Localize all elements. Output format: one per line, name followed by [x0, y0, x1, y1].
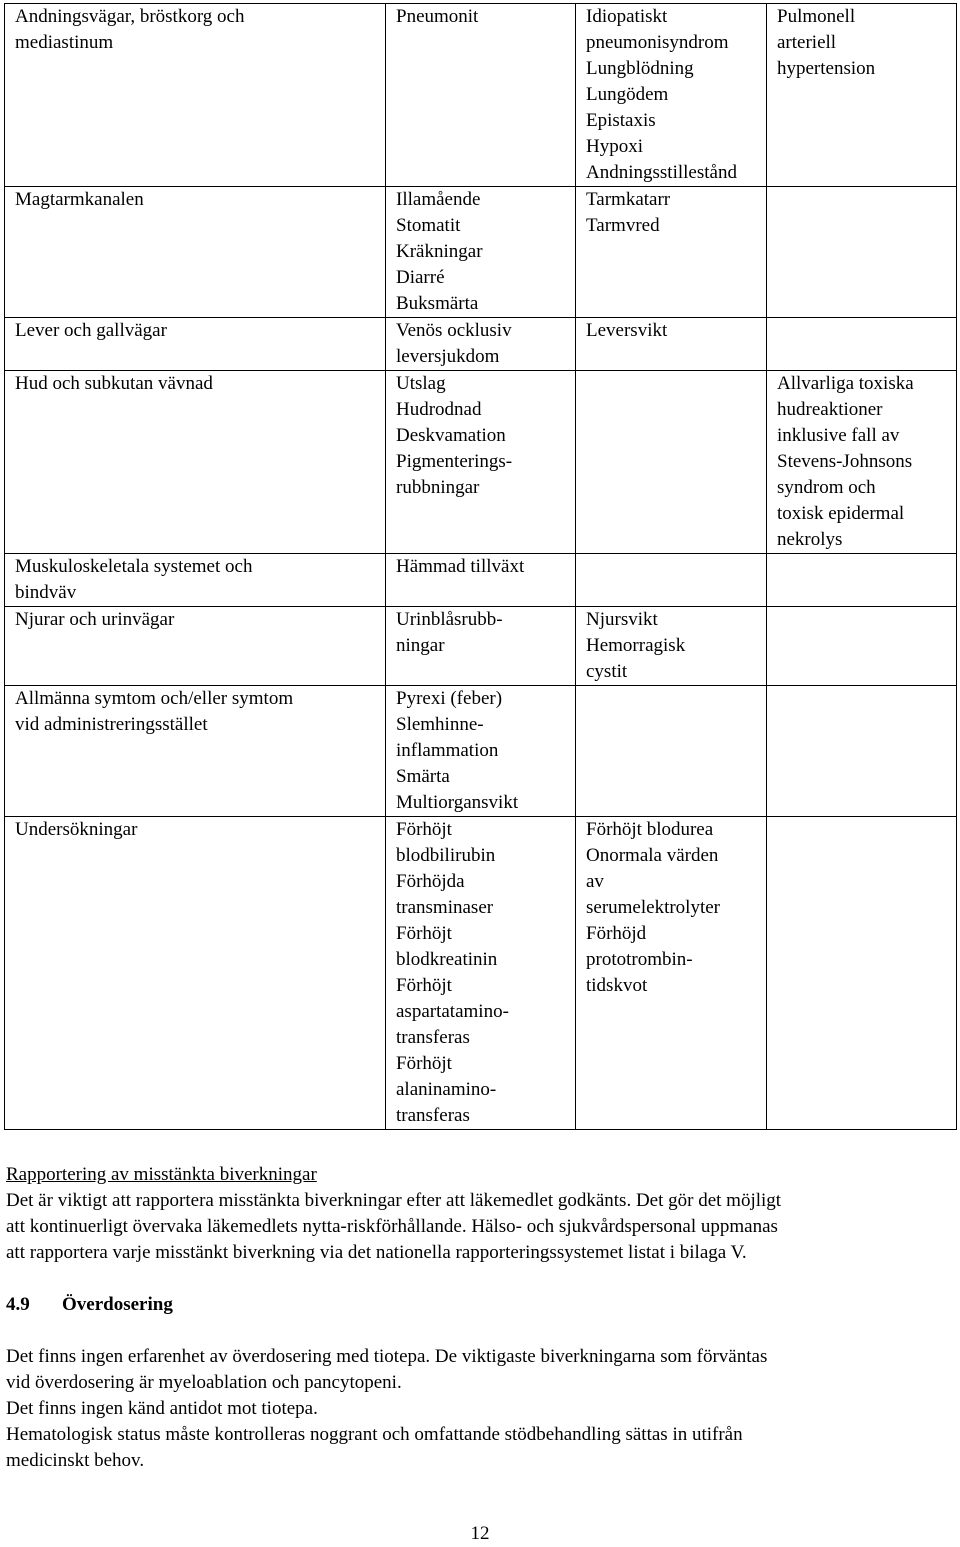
- cell-line: Utslag: [396, 373, 446, 394]
- cell-line: leversjukdom: [396, 346, 500, 367]
- page-number: 12: [470, 1523, 490, 1544]
- adverse-reactions-table: [4, 3, 957, 1130]
- cell-line: Leversvikt: [586, 320, 668, 341]
- frequency-col-3-cell: [767, 817, 957, 1130]
- report-line: att rapportera varje misstänkt biverkning via det nationella rapporteringssystemet listat i bilaga V.: [6, 1242, 747, 1263]
- report-line: att kontinuerligt övervaka läkemedlets nytta-riskförhållande. Hälso- och sjukvårdspersonal uppmanas: [6, 1216, 778, 1237]
- cell-line: Njursvikt: [586, 609, 658, 630]
- cell-line: pneumonisyndrom: [586, 32, 729, 53]
- cell-line: Tarmkatarr: [586, 189, 671, 210]
- cell-line: Pyrexi (feber): [396, 688, 503, 709]
- cell-line: av: [586, 871, 604, 892]
- cell-line: Idiopatiskt: [586, 6, 668, 27]
- cell-line: Pulmonell: [777, 6, 856, 27]
- cell-line: Muskuloskeletala systemet och: [15, 556, 253, 577]
- table-body: [5, 4, 957, 1130]
- cell-line: rubbningar: [396, 477, 480, 498]
- cell-line: Diarré: [396, 267, 445, 288]
- cell-line: Förhöjt blodurea: [586, 819, 714, 840]
- section-heading: [6, 1292, 954, 1318]
- report-heading: Rapportering av misstänkta biverkningar: [6, 1164, 317, 1185]
- antidote-line: Det finns ingen känd antidot mot tiotepa.: [6, 1398, 318, 1419]
- cell-line: Hemorragisk: [586, 635, 686, 656]
- frequency-col-2-cell: [576, 607, 767, 686]
- table-row: [5, 607, 957, 686]
- cell-line: toxisk epidermal: [777, 503, 905, 524]
- cell-line: Deskvamation: [396, 425, 506, 446]
- section-number: 4.9: [6, 1294, 30, 1315]
- cell-line: hypertension: [777, 58, 876, 79]
- cell-line: transminaser: [396, 897, 494, 918]
- frequency-col-2-cell: [576, 371, 767, 554]
- frequency-col-2-cell: [576, 554, 767, 607]
- frequency-col-1-cell: [386, 817, 576, 1130]
- frequency-col-2-cell: [576, 686, 767, 817]
- cell-line: vid administreringsstället: [15, 714, 208, 735]
- cell-line: Buksmärta: [396, 293, 479, 314]
- table-row: [5, 686, 957, 817]
- frequency-col-3-cell: [767, 318, 957, 371]
- frequency-col-2-cell: [576, 817, 767, 1130]
- cell-line: Förhöjt: [396, 819, 452, 840]
- frequency-col-1-cell: [386, 607, 576, 686]
- cell-line: Slemhinne-: [396, 714, 484, 735]
- cell-line: aspartatamino-: [396, 1001, 509, 1022]
- frequency-col-1-cell: [386, 4, 576, 187]
- text-section: [6, 1162, 954, 1474]
- table-row: [5, 4, 957, 187]
- cell-line: Multiorgansvikt: [396, 792, 519, 813]
- cell-line: Andningsstillestånd: [586, 162, 737, 183]
- cell-line: Illamående: [396, 189, 481, 210]
- cell-line: Andningsvägar, bröstkorg och: [15, 6, 245, 27]
- cell-line: transferas: [396, 1027, 470, 1048]
- cell-line: nekrolys: [777, 529, 843, 550]
- cell-line: Lungblödning: [586, 58, 694, 79]
- overdose-line: vid överdosering är myeloablation och pancytopeni.: [6, 1372, 402, 1393]
- table-row: [5, 371, 957, 554]
- cell-line: Stevens-Johnsons: [777, 451, 913, 472]
- cell-line: Onormala värden: [586, 845, 719, 866]
- frequency-col-3-cell: [767, 554, 957, 607]
- cell-line: Magtarmkanalen: [15, 189, 144, 210]
- table-row: [5, 187, 957, 318]
- cell-line: transferas: [396, 1105, 470, 1126]
- cell-line: mediastinum: [15, 32, 114, 53]
- frequency-col-3-cell: [767, 686, 957, 817]
- cell-line: tidskvot: [586, 975, 648, 996]
- table-row: [5, 817, 957, 1130]
- cell-line: Smärta: [396, 766, 450, 787]
- organ-class-cell: [5, 4, 386, 187]
- frequency-col-1-cell: [386, 686, 576, 817]
- overdose-line: Det finns ingen erfarenhet av överdosering med tiotepa. De viktigaste biverkningarna som förväntas: [6, 1346, 768, 1367]
- cell-line: Lungödem: [586, 84, 669, 105]
- report-line: Det är viktigt att rapportera misstänkta biverkningar efter att läkemedlet godkänts. Det gör det möjligt: [6, 1190, 782, 1211]
- cell-line: Njurar och urinvägar: [15, 609, 175, 630]
- frequency-col-1-cell: [386, 187, 576, 318]
- cell-line: serumelektrolyter: [586, 897, 721, 918]
- section-title: Överdosering: [62, 1294, 173, 1315]
- hematology-line: Hematologisk status måste kontrolleras noggrant och omfattande stödbehandling sättas in utifrån: [6, 1424, 743, 1445]
- cell-line: cystit: [586, 661, 628, 682]
- organ-class-cell: [5, 686, 386, 817]
- cell-line: Allmänna symtom och/eller symtom: [15, 688, 294, 709]
- cell-line: Lever och gallvägar: [15, 320, 167, 341]
- cell-line: bindväv: [15, 582, 77, 603]
- cell-line: blodbilirubin: [396, 845, 496, 866]
- frequency-col-3-cell: [767, 4, 957, 187]
- cell-line: Hypoxi: [586, 136, 643, 157]
- cell-line: syndrom och: [777, 477, 876, 498]
- organ-class-cell: [5, 318, 386, 371]
- cell-line: Kräkningar: [396, 241, 483, 262]
- frequency-col-2-cell: [576, 318, 767, 371]
- frequency-col-3-cell: [767, 371, 957, 554]
- frequency-col-3-cell: [767, 607, 957, 686]
- cell-line: Hämmad tillväxt: [396, 556, 525, 577]
- frequency-col-1-cell: [386, 371, 576, 554]
- organ-class-cell: [5, 554, 386, 607]
- cell-line: Förhöjt: [396, 975, 452, 996]
- cell-line: Förhöjd: [586, 923, 647, 944]
- frequency-col-1-cell: [386, 554, 576, 607]
- cell-line: Tarmvred: [586, 215, 660, 236]
- cell-line: Undersökningar: [15, 819, 138, 840]
- organ-class-cell: [5, 817, 386, 1130]
- cell-line: Venös ocklusiv: [396, 320, 512, 341]
- cell-line: Urinblåsrubb-: [396, 609, 503, 630]
- cell-line: inklusive fall av: [777, 425, 900, 446]
- cell-line: Stomatit: [396, 215, 461, 236]
- frequency-col-1-cell: [386, 318, 576, 371]
- cell-line: prototrombin-: [586, 949, 693, 970]
- table-row: [5, 318, 957, 371]
- table-row: [5, 554, 957, 607]
- hematology-line: medicinskt behov.: [6, 1450, 145, 1471]
- cell-line: blodkreatinin: [396, 949, 498, 970]
- organ-class-cell: [5, 371, 386, 554]
- cell-line: hudreaktioner: [777, 399, 883, 420]
- cell-line: Hudrodnad: [396, 399, 482, 420]
- cell-line: Pneumonit: [396, 6, 479, 27]
- organ-class-cell: [5, 187, 386, 318]
- cell-line: Förhöjda: [396, 871, 465, 892]
- cell-line: inflammation: [396, 740, 499, 761]
- frequency-col-2-cell: [576, 187, 767, 318]
- organ-class-cell: [5, 607, 386, 686]
- frequency-col-3-cell: [767, 187, 957, 318]
- cell-line: Pigmenterings-: [396, 451, 513, 472]
- cell-line: alaninamino-: [396, 1079, 497, 1100]
- cell-line: Hud och subkutan vävnad: [15, 373, 213, 394]
- cell-line: ningar: [396, 635, 445, 656]
- cell-line: Epistaxis: [586, 110, 656, 131]
- cell-line: Förhöjt: [396, 923, 452, 944]
- frequency-col-2-cell: [576, 4, 767, 187]
- cell-line: Förhöjt: [396, 1053, 452, 1074]
- cell-line: arteriell: [777, 32, 837, 53]
- cell-line: Allvarliga toxiska: [777, 373, 914, 394]
